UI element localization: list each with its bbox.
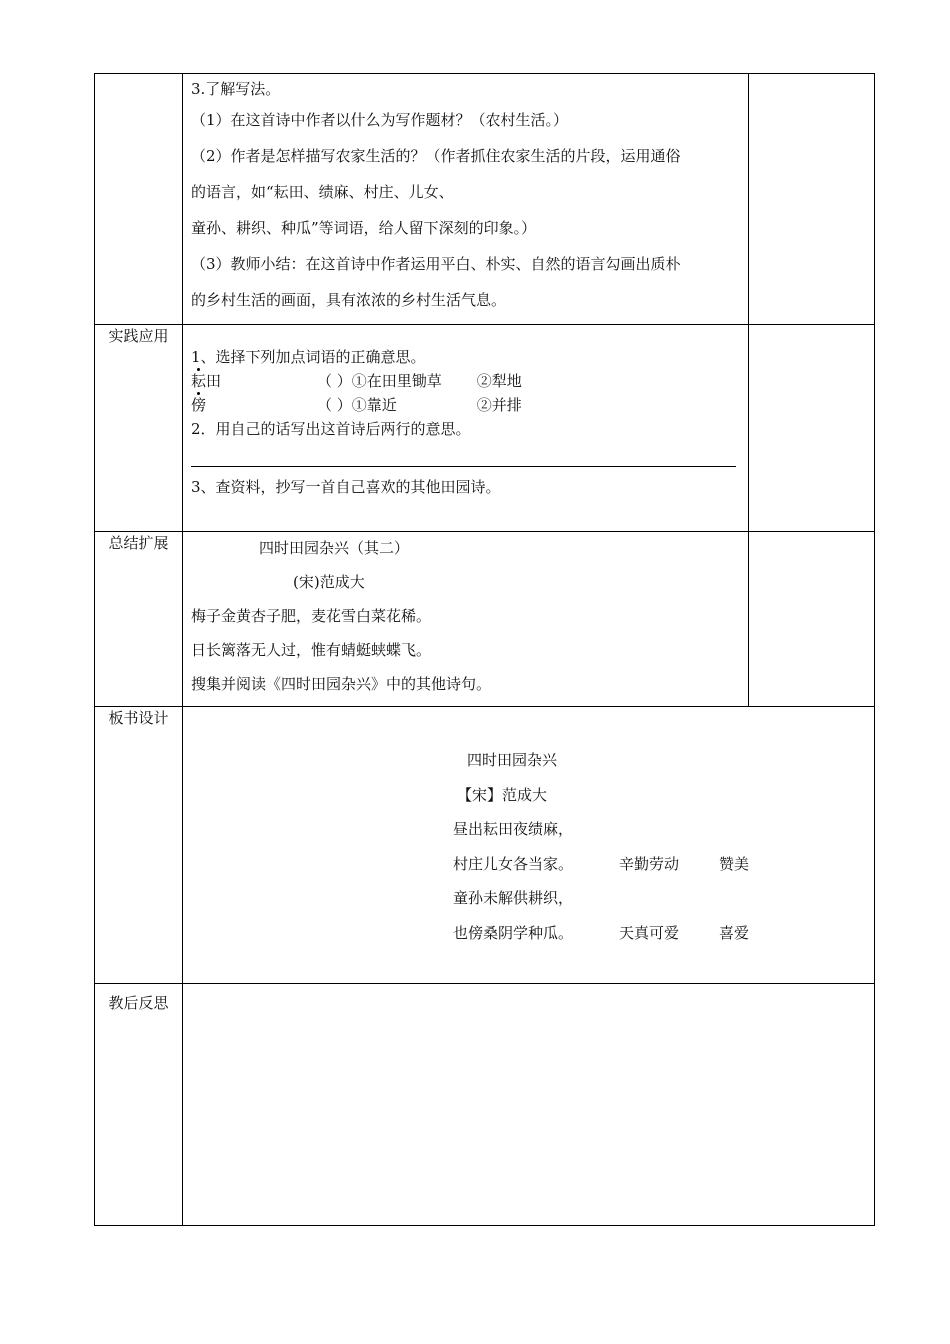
writing-method-row bbox=[95, 74, 875, 325]
answer-blank: （ ） bbox=[317, 396, 352, 414]
row-label-empty bbox=[95, 74, 183, 325]
writing-method-content bbox=[183, 74, 749, 325]
verse: 昼出耘田夜绩麻， bbox=[453, 820, 574, 838]
practice-item-2 bbox=[191, 393, 740, 417]
side-notes-cell bbox=[749, 74, 875, 325]
dotted-word: 耘 bbox=[191, 369, 206, 393]
summary-content bbox=[183, 532, 749, 707]
board-line-1 bbox=[453, 812, 749, 847]
dotted-word: 傍 bbox=[191, 393, 206, 417]
side-notes-cell bbox=[749, 325, 875, 532]
option-2: ②犁地 bbox=[476, 372, 522, 390]
question-2-answer: 童孙、耕织、种瓜”等词语，给人留下深刻的印象。） bbox=[191, 219, 537, 237]
verse: 村庄儿女各当家。 bbox=[453, 854, 574, 873]
board-line-4 bbox=[453, 916, 749, 951]
poem-author: (宋)范成大 bbox=[293, 573, 365, 591]
answer-blank: （ ） bbox=[317, 372, 352, 390]
extension-task: 搜集并阅读《四时田园杂兴》中的其他诗句。 bbox=[191, 675, 492, 693]
question-2-cont: 的语言，如“耘田、绩麻、村庄、儿女、 bbox=[191, 183, 454, 201]
reflection-content bbox=[183, 984, 875, 1226]
board-design-content bbox=[183, 707, 875, 984]
board-layout bbox=[453, 743, 749, 950]
board-author: 【宋】范成大 bbox=[457, 785, 548, 804]
teacher-summary: （3）教师小结：在这首诗中作者运用平白、朴实、自然的语言勾画出质朴 bbox=[191, 255, 681, 273]
poem-line-1: 梅子金黄杏子肥，麦花雪白菜花稀。 bbox=[191, 607, 432, 625]
note: 天真可爱 bbox=[619, 923, 680, 942]
teacher-summary-cont: 的乡村生活的画面，具有浓浓的乡村生活气息。 bbox=[191, 291, 507, 309]
question-1: （1）在这首诗中作者以什么为写作题材？（农村生活。） bbox=[191, 111, 569, 129]
practice-label: 实践应用 bbox=[95, 325, 183, 532]
practice-question-1: 1、选择下列加点词语的正确意思。 bbox=[191, 348, 426, 366]
note: 辛勤劳动 bbox=[619, 854, 680, 873]
practice-content bbox=[183, 325, 749, 532]
poem-title: 四时田园杂兴（其二） bbox=[259, 539, 410, 557]
option-2: ②并排 bbox=[476, 396, 522, 414]
note: 赞美 bbox=[719, 854, 750, 873]
poem-line-2: 日长篱落无人过，惟有蜻蜓蛱蝶飞。 bbox=[191, 641, 432, 659]
side-notes-cell bbox=[749, 532, 875, 707]
practice-question-2: 2．用自己的话写出这首诗后两行的意思。 bbox=[191, 420, 471, 438]
word-rest: 田 bbox=[206, 372, 222, 390]
option-1: ①靠近 bbox=[351, 396, 397, 414]
practice-question-3: 3、查资料，抄写一首自己喜欢的其他田园诗。 bbox=[191, 478, 501, 496]
board-title: 四时田园杂兴 bbox=[467, 751, 558, 769]
lesson-plan-table bbox=[94, 73, 875, 1226]
practice-row bbox=[95, 325, 875, 532]
answer-line bbox=[191, 466, 736, 467]
verse: 童孙未解供耕织， bbox=[453, 889, 574, 907]
verse: 也傍桑阴学种瓜。 bbox=[453, 923, 574, 942]
board-design-row bbox=[95, 707, 875, 984]
option-1: ①在田里锄草 bbox=[351, 372, 442, 390]
question-2: （2）作者是怎样描写农家生活的？（作者抓住农家生活的片段，运用通俗 bbox=[191, 147, 681, 165]
summary-label: 总结扩展 bbox=[95, 532, 183, 707]
practice-item-1 bbox=[191, 369, 740, 393]
reflection-label: 教后反思 bbox=[95, 984, 183, 1226]
writing-method-heading: 3.了解写法。 bbox=[191, 80, 281, 98]
note: 喜爱 bbox=[719, 923, 750, 942]
board-line-3 bbox=[453, 881, 749, 916]
board-line-2 bbox=[453, 847, 749, 882]
reflection-row bbox=[95, 984, 875, 1226]
board-design-label: 板书设计 bbox=[95, 707, 183, 984]
summary-row bbox=[95, 532, 875, 707]
